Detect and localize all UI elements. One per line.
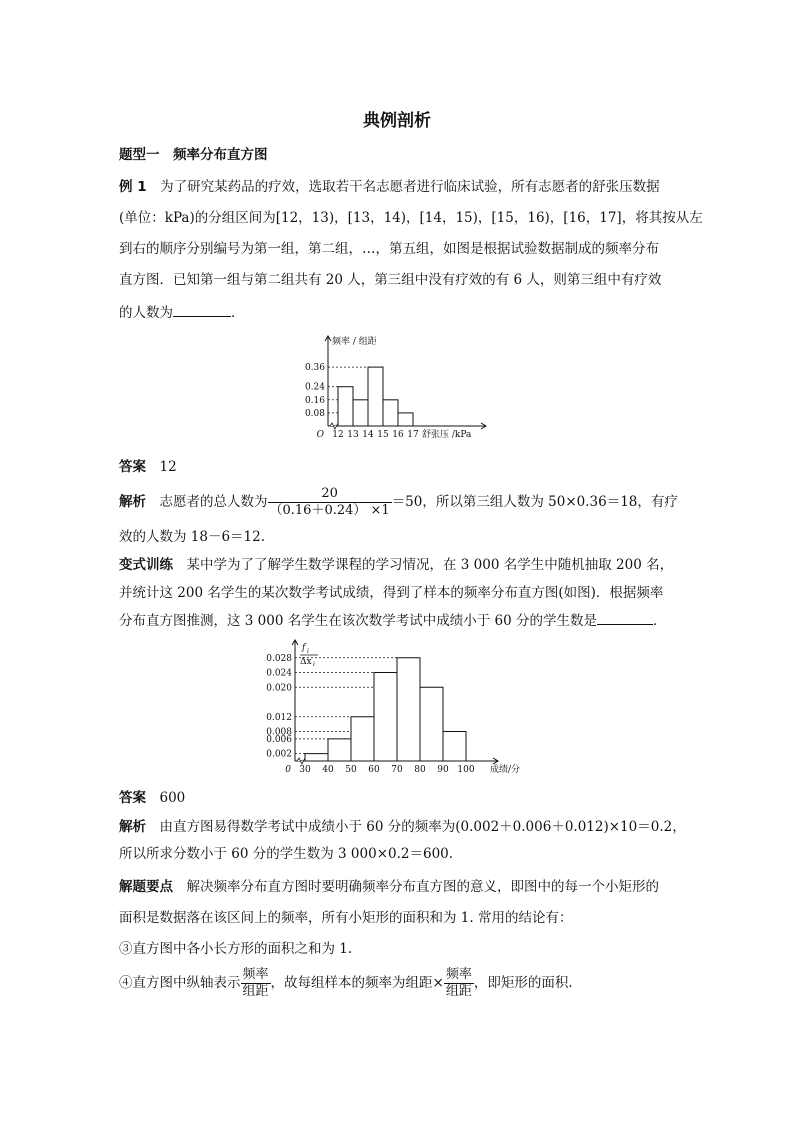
page-title: 典例剖析 (363, 111, 431, 131)
x-tick-label: 100 (457, 765, 475, 775)
y-axis-label: 频率 / 组距 (332, 337, 377, 347)
y-axis-label-bottom-sub: i (313, 661, 315, 668)
analysis-label: 解析 (119, 494, 146, 510)
x-tick-label: 13 (347, 430, 359, 440)
practice-analysis-line-1 (119, 818, 686, 836)
y-tick-label: 0.08 (304, 408, 325, 419)
fraction-numerator: 频率 (242, 967, 269, 982)
x-tick-label: 17 (407, 430, 419, 440)
practice-label: 变式训练 (119, 557, 173, 573)
analysis-label: 解析 (119, 819, 146, 835)
example-1-answer (119, 458, 177, 476)
practice-period: ． (653, 613, 667, 629)
keypoints-text-1: 解决频率分布直方图时要明确频率分布直方图的意义，即图中的每一个小矩形的 (186, 879, 659, 895)
histogram-bar (351, 717, 374, 761)
analysis-text-cont: ＝50，所以第三组人数为 50×0.36＝18，有疗 (391, 494, 678, 510)
fraction-denominator: 组距 (445, 984, 472, 999)
y-tick-label: 0.028 (266, 653, 292, 664)
fraction (268, 486, 392, 519)
x-axis-label: 成绩/分 (490, 765, 521, 775)
fraction-numerator: 频率 (445, 967, 472, 982)
y-tick-label: 0.008 (266, 727, 292, 738)
section-heading (119, 146, 268, 164)
practice-analysis-line-2: 所以所求分数小于 60 分的学生数为 3 000×0.2＝600. (119, 846, 454, 862)
histogram-bar (338, 387, 353, 426)
x-tick-label: 90 (437, 765, 449, 775)
histogram-bar (353, 400, 368, 426)
x-tick-label: 50 (345, 765, 357, 775)
answer-label: 答案 (119, 790, 146, 806)
histogram-bar (397, 658, 420, 761)
histogram-bar (383, 400, 398, 426)
example-1-line-1 (119, 178, 660, 196)
x-axis-label: 舒张压 /kPa (422, 430, 472, 440)
histogram-bar (305, 754, 328, 761)
example-1-label: 例 1 (119, 179, 147, 195)
y-tick-label: 0.24 (304, 382, 325, 393)
fraction-numerator: 20 (268, 486, 392, 503)
answer-blank[interactable] (173, 302, 231, 317)
x-tick-label: 16 (392, 430, 404, 440)
histogram-bar (398, 413, 413, 426)
fraction-denominator: 组距 (242, 984, 269, 999)
histogram-bar (443, 732, 466, 762)
x-tick-label: 80 (414, 765, 426, 775)
keypoints-line-3: ③直方图中各小长方形的面积之和为 1. (119, 941, 353, 957)
analysis-text: 由直方图易得数学考试中成绩小于 60 分的频率为(0.002＋0.006＋0.012)×10＝0.2， (159, 819, 686, 835)
y-axis-label-top-sub: i (307, 648, 309, 655)
y-tick-label: 0.012 (266, 712, 292, 723)
x-tick-label: 70 (391, 765, 403, 775)
example-1-line-2: (单位：kPa)的分组区间为[12，13)，[13，14)，[14，15)，[15，16)，[16，17]，将其按从左 (119, 210, 703, 226)
keypoints-line-4 (119, 966, 582, 1000)
example-1-line-5 (119, 302, 245, 322)
fraction-denominator: （0.16＋0.24） ×1 (269, 503, 390, 518)
histogram-bar (420, 687, 443, 761)
example-1-analysis-line-2: 效的人数为 18－6＝12. (119, 529, 266, 545)
example-1-line-4: 直方图．已知第一组与第二组共有 20 人，第三组中没有疗效的有 6 人，则第三组中有疗效 (119, 272, 662, 288)
analysis-text: 志愿者的总人数为 (159, 494, 268, 510)
example-1-text-5: 的人数为 (119, 305, 173, 321)
section-label: 题型一 (119, 147, 160, 163)
histogram-scores (262, 636, 562, 782)
answer-value: 12 (159, 459, 177, 475)
fraction (444, 967, 474, 1000)
keypoints-text-4: ④直方图中纵轴表示 (119, 975, 241, 991)
example-1-text-1: 为了研究某药品的疗效，选取若干名志愿者进行临床试验，所有志愿者的舒张压数据 (160, 179, 660, 195)
practice-text-3: 分布直方图推测，这 3 000 名学生在该次数学考试中成绩小于 60 分的学生数是 (119, 613, 597, 629)
example-1-period: ． (231, 305, 245, 321)
histogram-bar (328, 739, 351, 761)
y-tick-label: 0.006 (266, 734, 292, 745)
practice-text-1: 某中学为了了解学生数学课程的学习情况，在 3 000 名学生中随机抽取 200 名， (186, 557, 674, 573)
y-axis-label-top: f (302, 643, 306, 653)
answer-label: 答案 (119, 459, 146, 475)
x-tick-label: 12 (332, 430, 344, 440)
x-tick-label: 30 (299, 765, 311, 775)
y-tick-label: 0.16 (304, 395, 325, 406)
origin-label: 0 (285, 765, 291, 775)
origin-label: O (316, 430, 324, 440)
example-1-analysis (119, 486, 678, 519)
y-tick-label: 0.002 (266, 749, 292, 760)
y-tick-label: 0.020 (266, 683, 292, 694)
histogram-bar (368, 367, 383, 426)
fraction (241, 967, 271, 1000)
keypoints-line-1 (119, 878, 659, 896)
keypoints-text-4c: ，即矩形的面积． (473, 975, 582, 991)
answer-blank[interactable] (597, 610, 653, 625)
practice-answer (119, 789, 185, 807)
x-tick-label: 40 (322, 765, 334, 775)
x-tick-label: 15 (377, 430, 389, 440)
keypoints-line-2: 面积是数据落在该区间上的频率，所有小矩形的面积和为 1. 常用的结论有： (119, 910, 573, 926)
histogram-bp (300, 330, 500, 446)
example-1-line-3: 到右的顺序分别编号为第一组，第二组，…，第五组，如图是根据试验数据制成的频率分布 (119, 241, 659, 257)
histogram-bar (374, 673, 397, 762)
answer-value: 600 (159, 790, 186, 806)
practice-line-2: 并统计这 200 名学生的某次数学考试成绩，得到了样本的频率分布直方图(如图)．根据频率 (119, 585, 664, 601)
practice-line-3 (119, 610, 667, 630)
practice-line-1 (119, 556, 673, 574)
section-name: 频率分布直方图 (173, 147, 268, 163)
keypoints-text-4b: ，故每组样本的频率为组距× (270, 975, 444, 991)
x-tick-label: 14 (362, 430, 374, 440)
y-tick-label: 0.36 (304, 363, 325, 374)
x-tick-label: 60 (368, 765, 380, 775)
y-tick-label: 0.024 (266, 668, 292, 679)
keypoints-label: 解题要点 (119, 879, 173, 895)
y-axis-label-bottom: Δx (300, 657, 312, 667)
